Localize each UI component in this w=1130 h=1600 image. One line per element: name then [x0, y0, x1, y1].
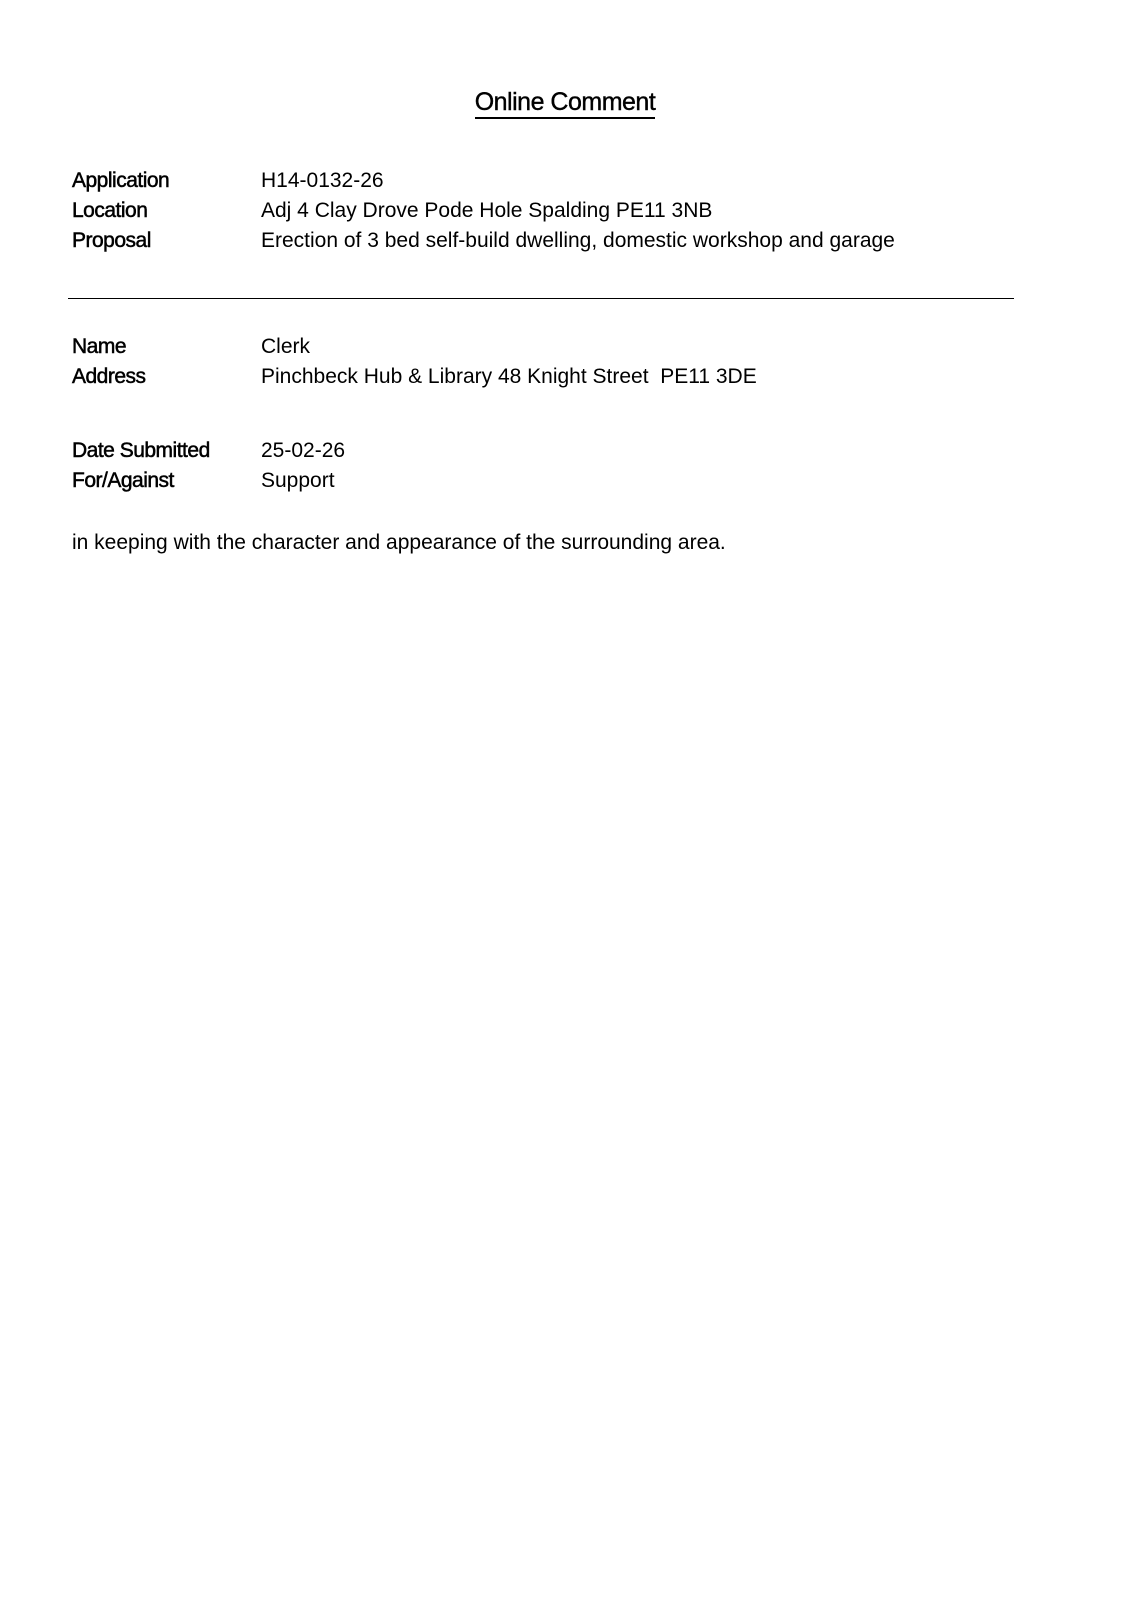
section-divider [68, 298, 1014, 299]
location-value: Adj 4 Clay Drove Pode Hole Spalding PE11 3NB [261, 199, 713, 222]
location-label: Location [72, 199, 148, 222]
date-submitted-label: Date Submitted [72, 439, 210, 462]
address-label: Address [72, 365, 146, 388]
address-value: Pinchbeck Hub & Library 48 Knight Street PE11 3DE [261, 365, 757, 388]
page-title-text: Online Comment [475, 88, 656, 119]
application-label: Application [72, 169, 170, 192]
name-label: Name [72, 335, 127, 358]
page-title [0, 87, 1130, 117]
for-against-label: For/Against [72, 469, 174, 492]
date-submitted-value: 25-02-26 [261, 439, 346, 462]
application-value: H14-0132-26 [261, 169, 384, 192]
comment-text: in keeping with the character and appearance of the surrounding area. [72, 531, 726, 554]
name-value: Clerk [261, 335, 311, 358]
proposal-label: Proposal [72, 229, 151, 252]
for-against-value: Support [261, 469, 335, 492]
proposal-value: Erection of 3 bed self-build dwelling, domestic workshop and garage [261, 229, 895, 252]
